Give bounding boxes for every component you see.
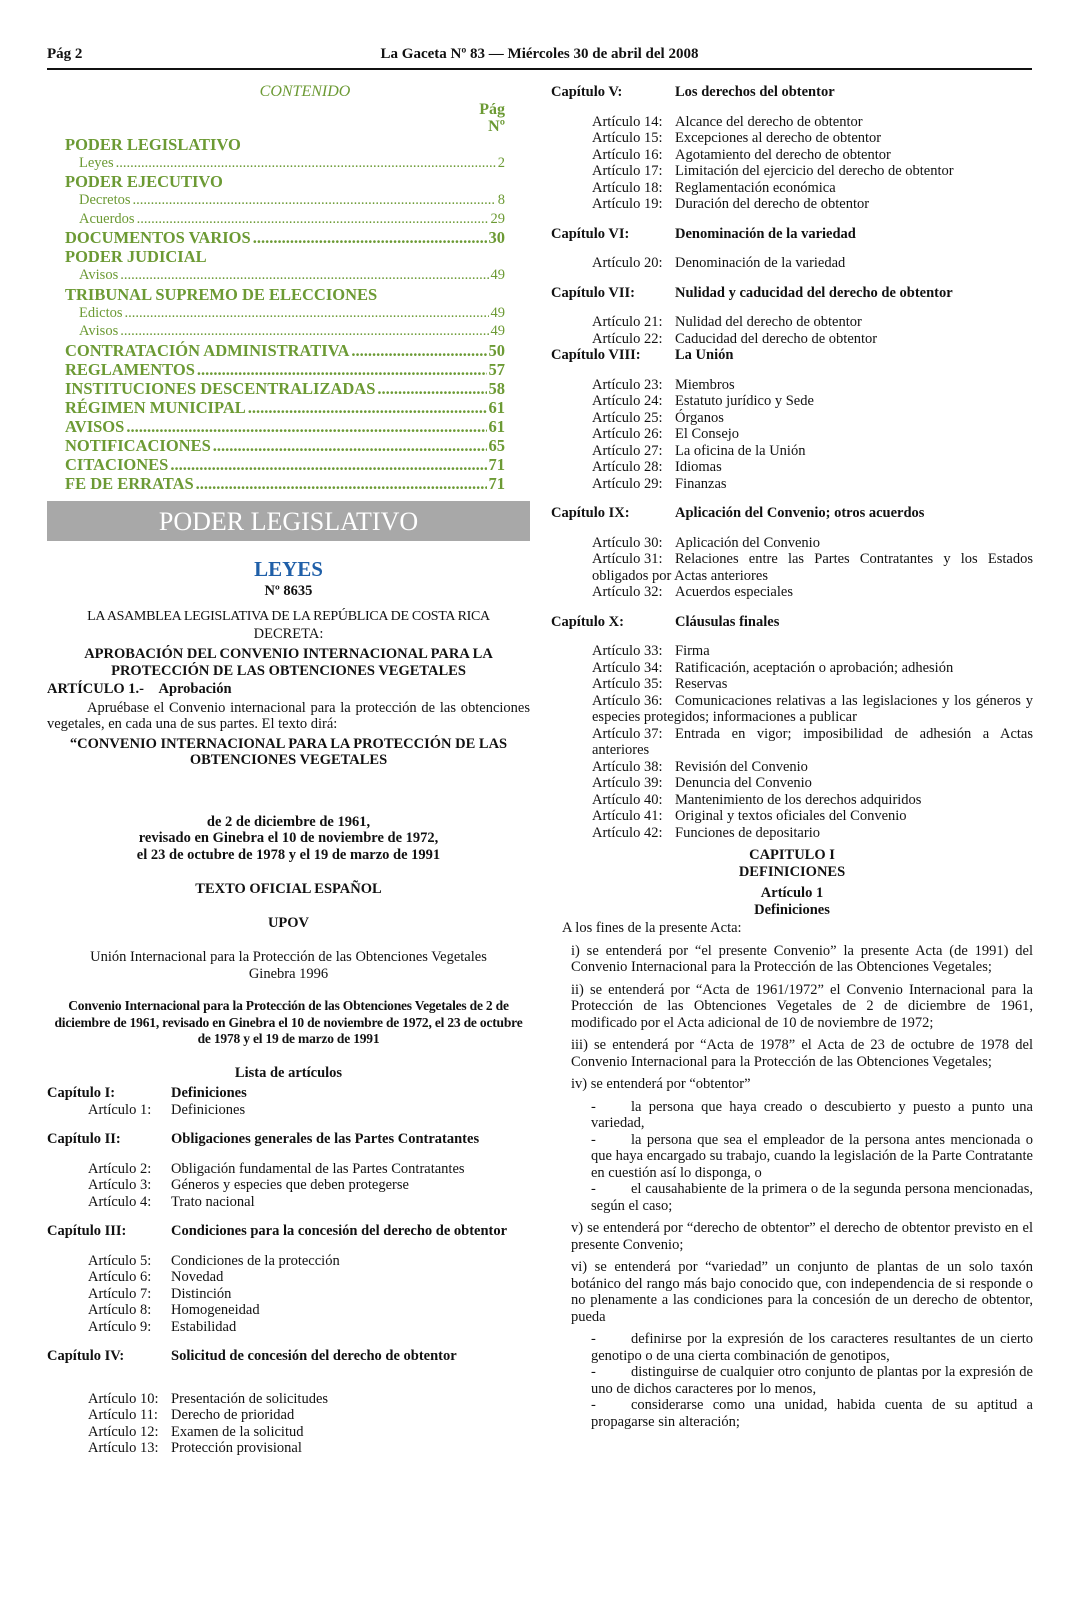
article-title: Alcance del derecho de obtentor — [675, 113, 863, 130]
article-entry — [551, 584, 1033, 601]
article-label: Artículo 21: — [592, 314, 663, 330]
law-title: APROBACIÓN DEL CONVENIO INTERNACIONAL PARA LA PROTECCIÓN DE LAS OBTENCIONES VEGETALES — [84, 646, 493, 679]
article-entry — [551, 163, 1033, 180]
article-entry — [47, 1424, 530, 1441]
left-column — [47, 84, 530, 1457]
decreta: DECRETA: — [253, 625, 324, 642]
article-entry — [47, 1286, 530, 1303]
article-title: Caducidad del derecho de obtentor — [675, 330, 878, 347]
list-item — [571, 1099, 1033, 1132]
article-entry — [551, 792, 1033, 809]
article-entry — [551, 130, 1033, 147]
toc-entry-page: 49 — [490, 267, 505, 283]
toc-entry-label: Acuerdos — [79, 210, 135, 227]
toc-entry-page: 49 — [490, 323, 505, 339]
list-item — [571, 1331, 1033, 1364]
dates-line-2: revisado en Ginebra el 10 de noviembre de 1972, — [138, 830, 439, 846]
chapter-entry — [47, 1348, 530, 1365]
article-title: Novedad — [171, 1269, 224, 1285]
section-band: PODER LEGISLATIVO — [47, 501, 530, 541]
article-title: Aplicación del Convenio — [675, 534, 820, 551]
issue-title: La Gaceta Nº 83 — Miércoles 30 de abril del 2008 — [380, 46, 699, 62]
article-title: Definiciones — [171, 1101, 246, 1118]
article-label: Artículo 30: — [592, 534, 663, 551]
dates-line-1: de 2 de diciembre de 1961, — [206, 813, 371, 830]
list-item-text: definirse por la expresión de los caracteres resultantes de un cierto genotipo o de una cierta combinación de genotipos, — [591, 1331, 1033, 1364]
toc-entry-label: CONTRATACIÓN ADMINISTRATIVA — [65, 340, 350, 360]
article-entry — [551, 476, 1033, 493]
definition-iv-items — [571, 1099, 1033, 1215]
toc-entry — [65, 247, 505, 266]
article-label: Artículo 18: — [592, 179, 663, 196]
article-entry — [47, 1161, 530, 1178]
article-1-text: Apruébase el Convenio internacional para la protección de las obtenciones vegetales, en cada una de sus partes. El texto dirá: — [47, 699, 530, 732]
chapter-label: Capítulo IX: — [551, 505, 630, 521]
article-label: Artículo 40: — [592, 791, 663, 808]
toc-entry — [65, 154, 505, 173]
toc-leader-dots — [133, 191, 496, 210]
article-entry — [551, 551, 1033, 584]
article-title: Finanzas — [675, 475, 727, 492]
article-title: Distinción — [171, 1285, 232, 1302]
article-entry — [551, 114, 1033, 131]
definition-ii: ii) se entenderá por “Acta de 1961/1972” el Convenio Internacional para la Protección de las Obtenciones Vegetales de 2 de diciembre de 1961, modificado por el Acta adicional de 10 de noviembre de 1972; — [571, 981, 1033, 1031]
toc-entry — [65, 210, 505, 229]
list-item-text: distinguirse de cualquier otro conjunto de plantas por la expresión de uno de dichos caracteres por lo menos, — [591, 1364, 1033, 1397]
article-entry — [551, 643, 1033, 660]
article-label: Artículo 25: — [592, 409, 663, 426]
toc-entry-label: REGLAMENTOS — [65, 359, 195, 379]
article-entry — [47, 1407, 530, 1424]
toc-entry-page: 8 — [497, 192, 505, 208]
article-title: Relaciones entre las Partes Contratantes y los Estados obligados por Actas anteriores — [592, 551, 1033, 584]
dash-bullet: - — [591, 1181, 596, 1197]
article-title: Mantenimiento de los derechos adquiridos — [675, 791, 922, 808]
article-label: Artículo 31: — [592, 551, 663, 567]
leyes-heading: LEYES — [254, 556, 323, 581]
article-entry — [551, 410, 1033, 427]
article-title: Revisión del Convenio — [675, 758, 808, 775]
article-label: Artículo 17: — [592, 163, 663, 179]
article-1-name: Definiciones — [754, 901, 830, 918]
article-title: Trato nacional — [171, 1193, 255, 1210]
toc-entry-label: Avisos — [79, 267, 119, 283]
chapter-title: La Unión — [675, 347, 734, 363]
article-entry — [551, 443, 1033, 460]
chapter-title: Denominación de la variedad — [675, 225, 856, 242]
article-label: Artículo 34: — [592, 659, 663, 676]
article-label: Artículo 27: — [592, 442, 663, 459]
toc-entry-page: 2 — [497, 154, 505, 171]
toc-entry — [65, 135, 505, 154]
article-title: Original y textos oficiales del Convenio — [675, 808, 907, 824]
toc-leader-dots — [170, 455, 486, 474]
chapter-label: Capítulo VI: — [551, 225, 630, 242]
chapter-entry — [551, 285, 1033, 302]
convenio-full-title: Convenio Internacional para la Protección de las Obtenciones Vegetales de 2 de diciembre de 1961, revisado en Ginebra el 10 de noviembre de 1972, el 23 de octubre de 1978 y el 19 de marzo de 1991 — [54, 998, 523, 1046]
article-entry — [47, 1102, 530, 1119]
article-title: Comunicaciones relativas a las legislaciones y los géneros y especies protegidos; informaciones a publicar — [592, 692, 1033, 725]
article-title: Entrada en vigor; imposibilidad de adhesión a Actas anteriores — [592, 725, 1033, 758]
dash-bullet: - — [591, 1364, 596, 1380]
article-title: Presentación de solicitudes — [171, 1390, 329, 1407]
toc-entry — [65, 304, 505, 323]
article-label: Artículo 37: — [592, 725, 663, 742]
chapter-entry — [47, 1085, 530, 1102]
upov: UPOV — [267, 914, 310, 931]
toc-entry-page: 29 — [490, 210, 505, 227]
toc-entry — [65, 417, 505, 436]
toc-entry — [65, 360, 505, 379]
article-label: Artículo 23: — [592, 376, 663, 393]
list-item-text: la persona que haya creado o descubierto y puesto a punto una variedad, — [591, 1098, 1033, 1131]
table-of-contents — [65, 84, 505, 493]
article-label: Artículo 42: — [592, 824, 663, 841]
article-entry — [551, 726, 1033, 759]
article-entry — [47, 1319, 530, 1336]
definition-iv: iv) se entenderá por “obtentor” — [571, 1076, 751, 1092]
toc-entry-label: PODER JUDICIAL — [65, 247, 207, 266]
toc-entry-page: 61 — [488, 416, 505, 436]
article-label: Artículo 11: — [88, 1407, 158, 1423]
texto-oficial: TEXTO OFICIAL ESPAÑOL — [195, 881, 382, 897]
definition-vi: vi) se entenderá por “variedad” un conjunto de plantas de un solo taxón botánico del rango más bajo conocido que, con independencia de si responde o no plenamente a las condiciones para la concesión de un derecho de obtentor, pueda — [571, 1259, 1033, 1325]
article-label: Artículo 8: — [88, 1302, 152, 1318]
article-entry — [551, 377, 1033, 394]
toc-entry — [65, 379, 505, 398]
definition-v: v) se entenderá por “derecho de obtentor” el derecho de obtentor previsto en el presente Convenio; — [571, 1220, 1033, 1253]
toc-leader-dots — [125, 304, 489, 323]
article-entry — [47, 1177, 530, 1194]
article-label: Artículo 3: — [88, 1177, 152, 1193]
toc-entry — [65, 228, 505, 247]
article-title: Examen de la solicitud — [171, 1423, 304, 1440]
article-label: Artículo 10: — [88, 1390, 159, 1407]
article-title: Nulidad del derecho de obtentor — [675, 314, 862, 330]
article-label: Artículo 19: — [592, 196, 663, 212]
chapter-title: Solicitud de concesión del derecho de obtentor — [171, 1348, 457, 1364]
article-1-number: Artículo 1 — [760, 885, 824, 901]
page-number: Pág 2 — [47, 46, 83, 62]
header-rule — [47, 68, 1032, 70]
definition-iii: iii) se entenderá por “Acta de 1978” el Acta de 23 de octubre de 1978 del Convenio Internacional para la Protección de las Obtenciones Vegetales; — [571, 1037, 1033, 1070]
list-item-text: el causahabiente de la primera o de la segunda persona mencionadas, según el caso; — [591, 1181, 1033, 1214]
toc-list — [65, 135, 505, 493]
toc-entry — [65, 191, 505, 210]
article-entry — [47, 1253, 530, 1270]
article-label: Artículo 7: — [88, 1285, 152, 1302]
toc-entry-label: Leyes — [79, 154, 114, 171]
article-title: Reglamentación económica — [675, 179, 836, 196]
law-number: Nº 8635 — [264, 582, 313, 599]
list-item — [571, 1364, 1033, 1397]
chapter-title: Nulidad y caducidad del derecho de obtentor — [675, 284, 953, 301]
article-title: Agotamiento del derecho de obtentor — [675, 146, 891, 163]
article-title: Reservas — [675, 676, 728, 692]
chapter-entry — [551, 614, 1033, 631]
article-entry — [551, 393, 1033, 410]
toc-entry — [65, 341, 505, 360]
toc-entry-label: Avisos — [79, 323, 119, 339]
chapter-label: Capítulo X: — [551, 613, 624, 630]
article-label: Artículo 26: — [592, 426, 663, 442]
toc-leader-dots — [351, 341, 486, 360]
article-title: Protección provisional — [171, 1440, 302, 1456]
list-item-text: la persona que sea el empleador de la persona antes mencionada o que haya encargado su trabajo, cuando la legislación de la Parte Contratante en cuestión así lo disponga, o — [591, 1131, 1033, 1181]
chapter-label: Capítulo I: — [47, 1085, 116, 1101]
article-label: Artículo 29: — [592, 475, 663, 492]
article-entry — [47, 1194, 530, 1211]
toc-leader-dots — [116, 154, 496, 173]
definitions-body — [551, 943, 1033, 1431]
article-label: Artículo 32: — [592, 584, 663, 600]
toc-pag-label: Pág — [479, 100, 505, 118]
article-entry — [551, 180, 1033, 197]
article-title: La oficina de la Unión — [675, 442, 806, 459]
chapter-1-heading: CAPITULO I — [749, 847, 835, 863]
definitions-heading: DEFINICIONES — [738, 863, 846, 880]
toc-entry — [65, 172, 505, 191]
article-1-title: Aprobación — [158, 681, 232, 697]
toc-leader-dots — [120, 322, 488, 341]
article-entry — [551, 693, 1033, 726]
right-column — [551, 84, 1033, 1430]
article-title: Obligación fundamental de las Partes Contratantes — [171, 1160, 465, 1177]
article-entry — [551, 535, 1033, 552]
toc-entry-label: RÉGIMEN MUNICIPAL — [65, 397, 246, 417]
toc-entry-label: FE DE ERRATAS — [65, 473, 194, 493]
article-label: Artículo 39: — [592, 775, 663, 791]
toc-entry-page: 61 — [488, 397, 505, 417]
article-label: Artículo 1: — [88, 1101, 152, 1118]
article-entry — [47, 1440, 530, 1457]
article-title: Homogeneidad — [171, 1302, 260, 1318]
article-title: Géneros y especies que deben protegerse — [171, 1177, 409, 1193]
article-label: Artículo 20: — [592, 255, 663, 271]
article-label: Artículo 14: — [592, 113, 663, 130]
dash-bullet: - — [591, 1397, 596, 1413]
dash-bullet: - — [591, 1331, 596, 1347]
toc-entry-label: Edictos — [79, 304, 123, 321]
chapter-title: Cláusulas finales — [675, 613, 780, 630]
article-entry — [47, 1269, 530, 1286]
article-entry — [551, 255, 1033, 272]
toc-leader-dots — [120, 266, 488, 285]
article-entry — [551, 331, 1033, 348]
article-entry — [551, 426, 1033, 443]
chapter-entry — [551, 347, 1033, 364]
toc-entry — [65, 455, 505, 474]
chapter-entry — [551, 505, 1033, 522]
chapter-title: Obligaciones generales de las Partes Contratantes — [171, 1131, 480, 1147]
toc-entry-label: NOTIFICACIONES — [65, 435, 211, 455]
article-title: Excepciones al derecho de obtentor — [675, 130, 882, 146]
article-list-right — [551, 84, 1033, 841]
article-label: Artículo 6: — [88, 1269, 152, 1285]
toc-leader-dots — [197, 360, 487, 379]
assembly-line: LA ASAMBLEA LEGISLATIVA DE LA REPÚBLICA DE COSTA RICA — [87, 609, 490, 624]
article-label: Artículo 33: — [592, 643, 663, 659]
article-entry — [551, 676, 1033, 693]
article-title: Órganos — [675, 409, 724, 426]
article-entry — [551, 775, 1033, 792]
toc-entry-page: 57 — [488, 359, 505, 379]
toc-entry-label: CITACIONES — [65, 454, 169, 474]
article-title: Funciones de depositario — [675, 824, 820, 841]
lista-articulos: Lista de artículos — [234, 1064, 343, 1081]
toc-leader-dots — [137, 210, 489, 229]
toc-entry — [65, 285, 505, 304]
list-item — [571, 1181, 1033, 1214]
article-label: Artículo 16: — [592, 146, 663, 163]
dash-bullet: - — [591, 1098, 596, 1115]
toc-leader-dots — [377, 379, 486, 398]
dash-bullet: - — [591, 1131, 596, 1148]
article-label: Artículo 9: — [88, 1318, 152, 1335]
toc-leader-dots — [248, 398, 487, 417]
article-label: Artículo 15: — [592, 130, 663, 146]
toc-entry-label: Decretos — [79, 192, 131, 208]
chapter-entry — [47, 1131, 530, 1148]
convenio-title: “CONVENIO INTERNACIONAL PARA LA PROTECCIÓN DE LAS OBTENCIONES VEGETALES — [69, 735, 508, 768]
toc-leader-dots — [196, 474, 487, 493]
chapter-title: Condiciones para la concesión del derecho de obtentor — [171, 1223, 508, 1239]
toc-entry — [65, 266, 505, 285]
article-entry — [551, 660, 1033, 677]
chapter-label: Capítulo VII: — [551, 284, 635, 301]
article-entry — [551, 808, 1033, 825]
toc-entry — [65, 474, 505, 493]
article-title: Denuncia del Convenio — [675, 775, 812, 791]
chapter-entry — [47, 1223, 530, 1240]
toc-entry — [65, 322, 505, 341]
article-label: Artículo 41: — [592, 808, 663, 824]
article-label: Artículo 22: — [592, 330, 663, 347]
toc-entry-page: 50 — [488, 340, 505, 360]
article-label: Artículo 24: — [592, 393, 663, 409]
toc-entry-page: 30 — [488, 228, 505, 247]
article-title: El Consejo — [675, 426, 740, 442]
chapter-title: Aplicación del Convenio; otros acuerdos — [675, 505, 925, 521]
toc-entry — [65, 398, 505, 417]
toc-entry-label: DOCUMENTOS VARIOS — [65, 228, 251, 247]
toc-entry-label: AVISOS — [65, 416, 125, 436]
article-entry — [551, 759, 1033, 776]
article-title: Acuerdos especiales — [675, 584, 793, 600]
article-label: Artículo 2: — [88, 1160, 152, 1177]
article-label: Artículo 38: — [592, 758, 663, 775]
article-label: Artículo 12: — [88, 1423, 159, 1440]
article-entry — [47, 1302, 530, 1319]
toc-entry — [65, 436, 505, 455]
article-entry — [551, 825, 1033, 842]
article-title: Limitación del ejercicio del derecho de obtentor — [675, 163, 954, 179]
article-list-left — [47, 1085, 530, 1457]
definition-vi-items — [571, 1331, 1033, 1430]
list-item — [571, 1397, 1033, 1430]
list-item — [571, 1132, 1033, 1182]
article-label: Artículo 4: — [88, 1193, 152, 1210]
article-title: Estabilidad — [171, 1318, 237, 1335]
article-title: Ratificación, aceptación o aprobación; adhesión — [675, 659, 954, 676]
toc-entry-page: 65 — [488, 435, 505, 455]
toc-entry-page: 58 — [488, 378, 505, 398]
toc-entry-label: TRIBUNAL SUPREMO DE ELECCIONES — [65, 284, 378, 304]
toc-leader-dots — [126, 417, 486, 436]
article-label: Artículo 28: — [592, 459, 663, 475]
article-label: Artículo 5: — [88, 1252, 152, 1269]
article-entry — [551, 314, 1033, 331]
chapter-label: Capítulo V: — [551, 84, 623, 100]
toc-leader-dots — [213, 436, 487, 455]
ginebra: Ginebra 1996 — [248, 965, 329, 982]
article-title: Estatuto jurídico y Sede — [675, 393, 814, 409]
article-entry — [551, 196, 1033, 213]
article-title: Idiomas — [675, 459, 722, 475]
article-1-heading — [47, 681, 530, 698]
toc-entry-label: PODER LEGISLATIVO — [65, 134, 241, 154]
chapter-entry — [551, 226, 1033, 243]
article-label: Artículo 36: — [592, 692, 663, 709]
toc-entry-label: PODER EJECUTIVO — [65, 172, 223, 191]
toc-entry-page: 49 — [490, 304, 505, 321]
toc-title: CONTENIDO — [259, 83, 351, 100]
definition-i: i) se entenderá por “el presente Convenio” la presente Acta (de 1991) del Convenio Internacional para la Protección de las Obtenciones Vegetales; — [571, 942, 1033, 975]
chapter-entry — [551, 84, 1033, 101]
toc-num-label: Nº — [488, 117, 505, 135]
toc-entry-page: 71 — [488, 454, 505, 474]
chapter-title: Definiciones — [171, 1085, 247, 1101]
article-label: Artículo 13: — [88, 1440, 159, 1456]
chapter-label: Capítulo IV: — [47, 1348, 125, 1364]
toc-entry-page: 71 — [488, 473, 505, 493]
toc-leader-dots — [253, 228, 487, 247]
chapter-label: Capítulo III: — [47, 1223, 127, 1239]
article-title: Condiciones de la protección — [171, 1252, 340, 1269]
article-title: Derecho de prioridad — [171, 1407, 295, 1423]
toc-entry-label: INSTITUCIONES DESCENTRALIZADAS — [65, 378, 376, 398]
article-label: Artículo 35: — [592, 676, 663, 692]
definitions-intro: A los fines de la presente Acta: — [562, 920, 742, 936]
union-name: Unión Internacional para la Protección de las Obtenciones Vegetales — [90, 949, 487, 965]
article-entry — [47, 1391, 530, 1408]
article-title: Duración del derecho de obtentor — [675, 196, 870, 212]
article-title: Denominación de la variedad — [675, 255, 846, 271]
article-entry — [551, 459, 1033, 476]
article-1-label: ARTÍCULO 1.- — [47, 681, 144, 697]
article-title: Firma — [675, 643, 710, 659]
chapter-title: Los derechos del obtentor — [675, 84, 835, 100]
dates-line-3: el 23 de octubre de 1978 y el 19 de marzo de 1991 — [136, 846, 441, 863]
page-header — [47, 44, 1032, 66]
list-item-text: considerarse como una unidad, habida cuenta de su aptitud a propagarse sin alteración; — [591, 1397, 1033, 1430]
article-entry — [551, 147, 1033, 164]
article-title: Miembros — [675, 376, 735, 393]
chapter-label: Capítulo VIII: — [551, 347, 641, 363]
chapter-label: Capítulo II: — [47, 1131, 121, 1147]
